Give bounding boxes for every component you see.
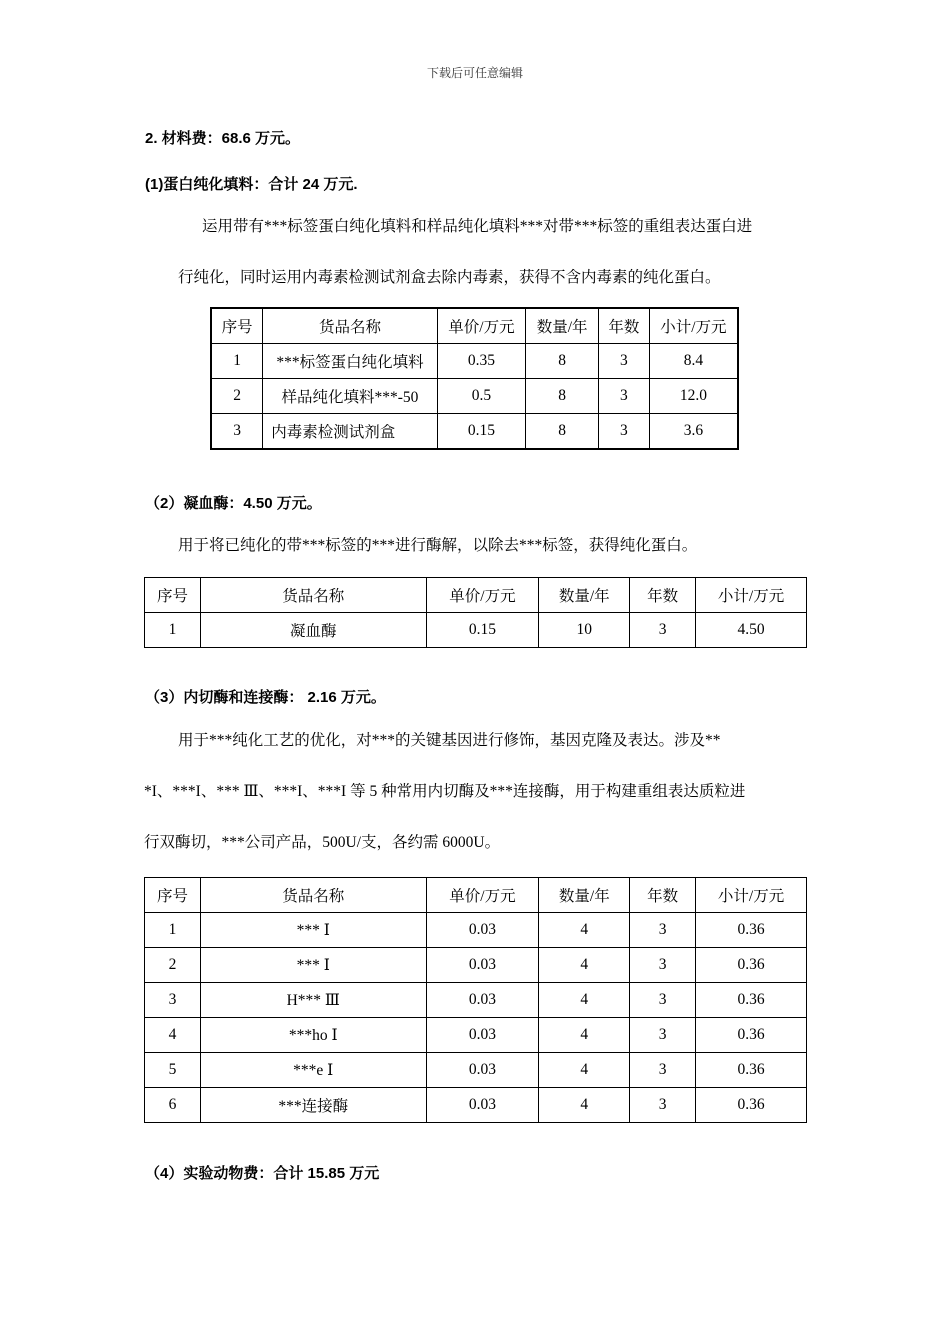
table-cell: 3: [598, 414, 649, 450]
table-cell: 3: [630, 1018, 696, 1053]
table-cell: 3: [211, 414, 263, 450]
section-2-1-title: (1)蛋白纯化填料：合计 24 万元.: [145, 176, 358, 193]
table-row: [145, 948, 807, 983]
header-cell: 年数: [598, 308, 649, 344]
table-cell: 6: [145, 1088, 201, 1123]
table-cell: 1: [145, 913, 201, 948]
table-cell: 2: [211, 379, 263, 414]
table-cell: 4: [539, 1088, 630, 1123]
table-cell: 0.03: [426, 948, 539, 983]
table-cell: 4: [539, 983, 630, 1018]
table-row: [145, 1088, 807, 1123]
table-cell: 凝血酶: [200, 613, 426, 648]
section-2-3-paragraph-line1: 用于***纯化工艺的优化，对***的关键基因进行修饰，基因克隆及表达。涉及**: [178, 732, 721, 749]
table-cell: 1: [145, 613, 201, 648]
table-cell: 1: [211, 344, 263, 379]
header-cell: 单价/万元: [437, 308, 526, 344]
table-cell: 0.03: [426, 983, 539, 1018]
table-row: [145, 1018, 807, 1053]
table-cell: 0.03: [426, 1018, 539, 1053]
table-cell: H*** Ⅲ: [200, 983, 426, 1018]
table-row: [145, 1053, 807, 1088]
table-cell: 3: [630, 613, 696, 648]
table-cell: 4: [539, 913, 630, 948]
table-cell: 0.36: [696, 1018, 807, 1053]
header-cell: 货品名称: [200, 878, 426, 913]
section-2-1-paragraph-line2: 行纯化，同时运用内毒素检测试剂盒去除内毒素，获得不含内毒素的纯化蛋白。: [178, 269, 721, 286]
section-2-3-paragraph-line3: 行双酶切，***公司产品，500U/支，各约需 6000U。: [144, 834, 501, 851]
table-header-row: [145, 878, 807, 913]
table-enzymes: [144, 877, 807, 1123]
table-cell: 3.6: [649, 414, 738, 450]
table-cell: *** Ⅰ: [200, 913, 426, 948]
page-header-note: 下载后可任意编辑: [426, 66, 523, 80]
table-cell: 8: [526, 344, 599, 379]
header-cell: 货品名称: [200, 578, 426, 613]
table-cell: 0.03: [426, 1088, 539, 1123]
table-cell: ***ho Ⅰ: [200, 1018, 426, 1053]
section-2-2-paragraph: 用于将已纯化的带***标签的***进行酶解，以除去***标签，获得纯化蛋白。: [178, 537, 698, 554]
table-cell: 3: [630, 1088, 696, 1123]
table-cell: 0.03: [426, 1053, 539, 1088]
header-cell: 单价/万元: [426, 878, 539, 913]
table-cell: ***连接酶: [200, 1088, 426, 1123]
section-2-3-title: （3）内切酶和连接酶： 2.16 万元。: [145, 689, 386, 706]
table-cell: 4: [539, 948, 630, 983]
table-cell: 3: [598, 344, 649, 379]
table-cell: *** Ⅰ: [200, 948, 426, 983]
header-cell: 数量/年: [526, 308, 599, 344]
table-cell: ***标签蛋白纯化填料: [263, 344, 437, 379]
table-row: [145, 983, 807, 1018]
table-cell: 4.50: [696, 613, 807, 648]
table-cell: 8: [526, 414, 599, 450]
table-thrombin: [144, 577, 807, 648]
table-cell: 4: [145, 1018, 201, 1053]
header-cell: 序号: [211, 308, 263, 344]
table-cell: 0.36: [696, 1088, 807, 1123]
table-row: [145, 613, 807, 648]
table-cell: 4: [539, 1053, 630, 1088]
section-2-2-title: （2）凝血酶：4.50 万元。: [145, 495, 322, 512]
table-cell: 4: [539, 1018, 630, 1053]
table-cell: 5: [145, 1053, 201, 1088]
table-row: [211, 414, 738, 450]
table-cell: 12.0: [649, 379, 738, 414]
table-cell: 8.4: [649, 344, 738, 379]
table-cell: 8: [526, 379, 599, 414]
table-cell: 0.03: [426, 913, 539, 948]
table-cell: 内毒素检测试剂盒: [263, 414, 437, 450]
header-cell: 序号: [145, 878, 201, 913]
table-cell: 0.36: [696, 913, 807, 948]
table-row: [211, 379, 738, 414]
table-cell: ***e Ⅰ: [200, 1053, 426, 1088]
header-cell: 小计/万元: [696, 878, 807, 913]
table-cell: 0.36: [696, 948, 807, 983]
table-cell: 3: [630, 913, 696, 948]
table-row: [211, 344, 738, 379]
table-cell: 0.15: [437, 414, 526, 450]
header-cell: 小计/万元: [696, 578, 807, 613]
table-cell: 样品纯化填料***-50: [263, 379, 437, 414]
table-cell: 3: [630, 1053, 696, 1088]
table-cell: 0.35: [437, 344, 526, 379]
table-cell: 3: [145, 983, 201, 1018]
table-cell: 0.5: [437, 379, 526, 414]
table-cell: 0.15: [426, 613, 539, 648]
table-header-row: [145, 578, 807, 613]
table-purification-fillers: [210, 307, 739, 450]
header-cell: 年数: [630, 878, 696, 913]
table-cell: 3: [630, 983, 696, 1018]
table-cell: 3: [598, 379, 649, 414]
section-2-4-title: （4）实验动物费：合计 15.85 万元: [145, 1165, 380, 1182]
section-2-3-paragraph-line2: *I、***I、*** Ⅲ、***I、***I 等 5 种常用内切酶及***连接酶，用于构建重组表达质粒进: [144, 783, 746, 800]
header-cell: 货品名称: [263, 308, 437, 344]
table-cell: 2: [145, 948, 201, 983]
section-2-1-paragraph-line1: 运用带有***标签蛋白纯化填料和样品纯化填料***对带***标签的重组表达蛋白进: [202, 218, 753, 235]
header-cell: 序号: [145, 578, 201, 613]
header-cell: 数量/年: [539, 578, 630, 613]
table-header-row: [211, 308, 738, 344]
header-cell: 数量/年: [539, 878, 630, 913]
header-cell: 小计/万元: [649, 308, 738, 344]
table-cell: 10: [539, 613, 630, 648]
section-2-title: 2. 材料费：68.6 万元。: [145, 130, 301, 147]
table-cell: 3: [630, 948, 696, 983]
header-cell: 年数: [630, 578, 696, 613]
table-cell: 0.36: [696, 983, 807, 1018]
table-row: [145, 913, 807, 948]
header-cell: 单价/万元: [426, 578, 539, 613]
table-cell: 0.36: [696, 1053, 807, 1088]
